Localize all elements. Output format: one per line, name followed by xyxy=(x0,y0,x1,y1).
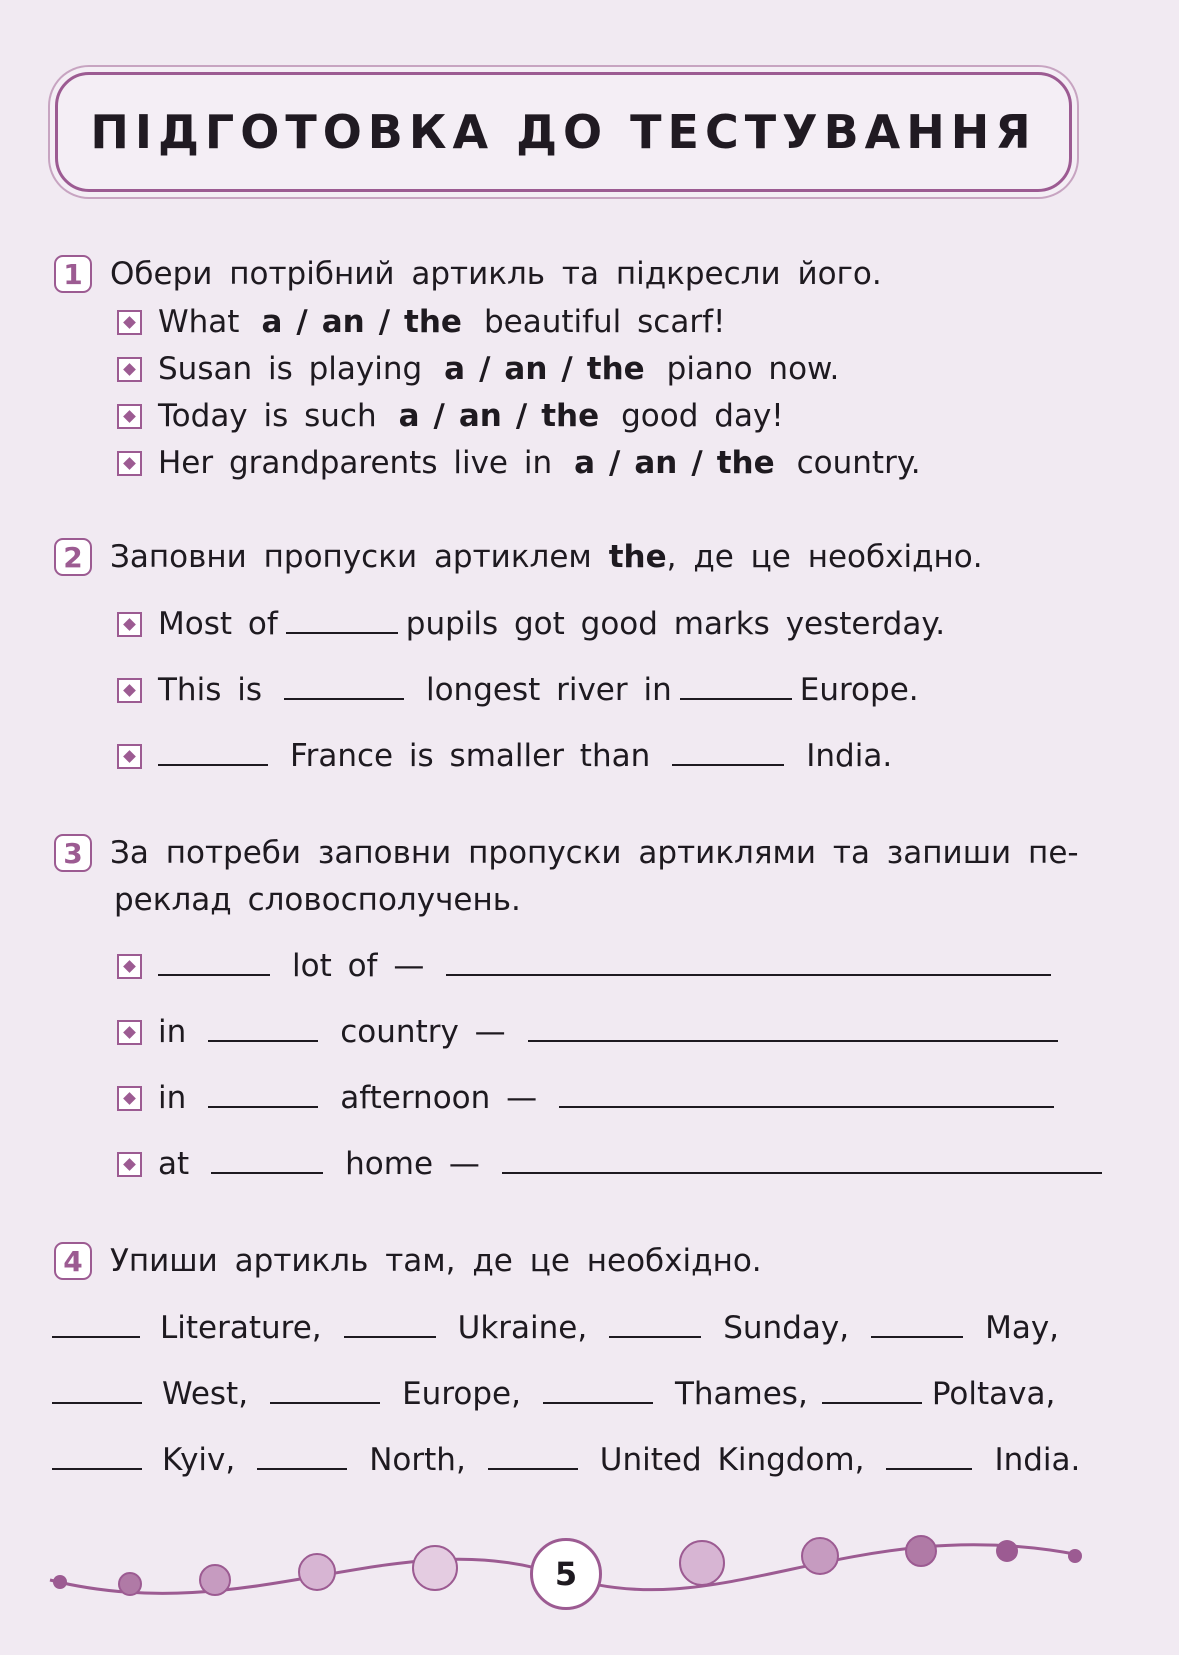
answer-blank[interactable] xyxy=(609,1310,701,1338)
answer-blank[interactable] xyxy=(52,1376,142,1404)
answer-blank[interactable] xyxy=(257,1442,347,1470)
answer-blank[interactable] xyxy=(871,1310,963,1338)
bead xyxy=(680,1541,724,1585)
answer-blank[interactable] xyxy=(158,738,268,766)
task4-header xyxy=(54,1242,762,1280)
bead xyxy=(200,1565,230,1595)
option-a[interactable]: a xyxy=(261,304,283,340)
bead xyxy=(802,1538,838,1574)
answer-blank[interactable] xyxy=(158,948,270,976)
task4-row-2: West, Europe, Thames, Poltava, xyxy=(52,1376,1055,1412)
task4-instruction: Упиши артикль там, де це необхідно. xyxy=(110,1243,762,1279)
diamond-bullet-icon xyxy=(117,954,142,979)
task3-item-3: in afternoon — xyxy=(117,1080,1054,1116)
answer-blank[interactable] xyxy=(270,1376,380,1404)
translation-line[interactable] xyxy=(559,1080,1054,1108)
option-a[interactable]: a xyxy=(574,445,596,481)
bead xyxy=(996,1540,1018,1562)
task-number-badge: 1 xyxy=(54,255,92,293)
option-an[interactable]: an xyxy=(321,304,365,340)
diamond-bullet-icon xyxy=(117,1086,142,1111)
diamond-bullet-icon xyxy=(117,612,142,637)
translation-line[interactable] xyxy=(528,1014,1058,1042)
diamond-bullet-icon xyxy=(117,678,142,703)
translation-line[interactable] xyxy=(446,948,1051,976)
translation-line[interactable] xyxy=(502,1146,1102,1174)
task4-row-3: Kyiv, North, United Kingdom, India. xyxy=(52,1442,1080,1478)
answer-blank[interactable] xyxy=(672,738,784,766)
task1-instruction: Обери потрібний артикль та підкресли його. xyxy=(110,256,882,292)
answer-blank[interactable] xyxy=(488,1442,578,1470)
answer-blank[interactable] xyxy=(52,1442,142,1470)
diamond-bullet-icon xyxy=(117,1152,142,1177)
task4-row-1: Literature, Ukraine, Sunday, May, xyxy=(52,1310,1059,1346)
option-an[interactable]: an xyxy=(634,445,678,481)
task3-item-2: in country — xyxy=(117,1014,1058,1050)
answer-blank[interactable] xyxy=(886,1442,972,1470)
task3-header: 3 За потреби заповни пропуски артиклями та запиши пе- xyxy=(54,834,1079,872)
answer-blank[interactable] xyxy=(344,1310,436,1338)
task3-item-1: lot of — xyxy=(117,948,1051,984)
bead xyxy=(1068,1549,1082,1563)
task3-instruction-line2: реклад словосполучень. xyxy=(114,882,521,918)
task1-item-1: What a / an / the beautiful scarf! xyxy=(117,304,725,340)
option-the[interactable]: the xyxy=(716,445,775,481)
task2-item-1: Most of pupils got good marks yesterday. xyxy=(117,606,945,642)
answer-blank[interactable] xyxy=(211,1146,323,1174)
page-title: ПІДГОТОВКА ДО ТЕСТУВАННЯ xyxy=(90,105,1037,159)
answer-blank[interactable] xyxy=(208,1080,318,1108)
bead xyxy=(119,1573,141,1595)
answer-blank[interactable] xyxy=(284,672,404,700)
diamond-bullet-icon xyxy=(117,451,142,476)
page-number: 5 xyxy=(530,1538,602,1610)
task2-header: 2 Заповни пропуски артиклем the , де це необхідно. xyxy=(54,538,983,576)
option-the[interactable]: the xyxy=(404,304,462,340)
diamond-bullet-icon xyxy=(117,310,142,335)
task1-item-3: Today is such a / an / the good day! xyxy=(117,398,784,434)
option-an[interactable]: an xyxy=(458,398,502,434)
task2-item-3: France is smaller than India. xyxy=(117,738,892,774)
bead xyxy=(299,1554,335,1590)
diamond-bullet-icon xyxy=(117,404,142,429)
option-a[interactable]: a xyxy=(398,398,420,434)
task1-header xyxy=(54,255,882,293)
option-an[interactable]: an xyxy=(504,351,548,387)
diamond-bullet-icon xyxy=(117,357,142,382)
title-box xyxy=(55,72,1072,192)
diamond-bullet-icon xyxy=(117,744,142,769)
answer-blank[interactable] xyxy=(286,606,398,634)
option-a[interactable]: a xyxy=(444,351,466,387)
answer-blank[interactable] xyxy=(208,1014,318,1042)
task2-item-2: This is longest river in Europe. xyxy=(117,672,919,708)
task1-item-2: Susan is playing a / an / the piano now. xyxy=(117,351,839,387)
answer-blank[interactable] xyxy=(822,1376,922,1404)
bead xyxy=(413,1546,457,1590)
answer-blank[interactable] xyxy=(52,1310,140,1338)
task-number-badge: 2 xyxy=(54,538,92,576)
task1-item-4: Her grandparents live in a / an / the country. xyxy=(117,445,921,481)
task-number-badge: 3 xyxy=(54,834,92,872)
bead xyxy=(53,1575,67,1589)
bead xyxy=(906,1536,936,1566)
task3-item-4: at home — xyxy=(117,1146,1102,1182)
task-number-badge: 4 xyxy=(54,1242,92,1280)
option-the[interactable]: the xyxy=(586,351,645,387)
answer-blank[interactable] xyxy=(543,1376,653,1404)
diamond-bullet-icon xyxy=(117,1020,142,1045)
option-the[interactable]: the xyxy=(541,398,600,434)
answer-blank[interactable] xyxy=(680,672,792,700)
